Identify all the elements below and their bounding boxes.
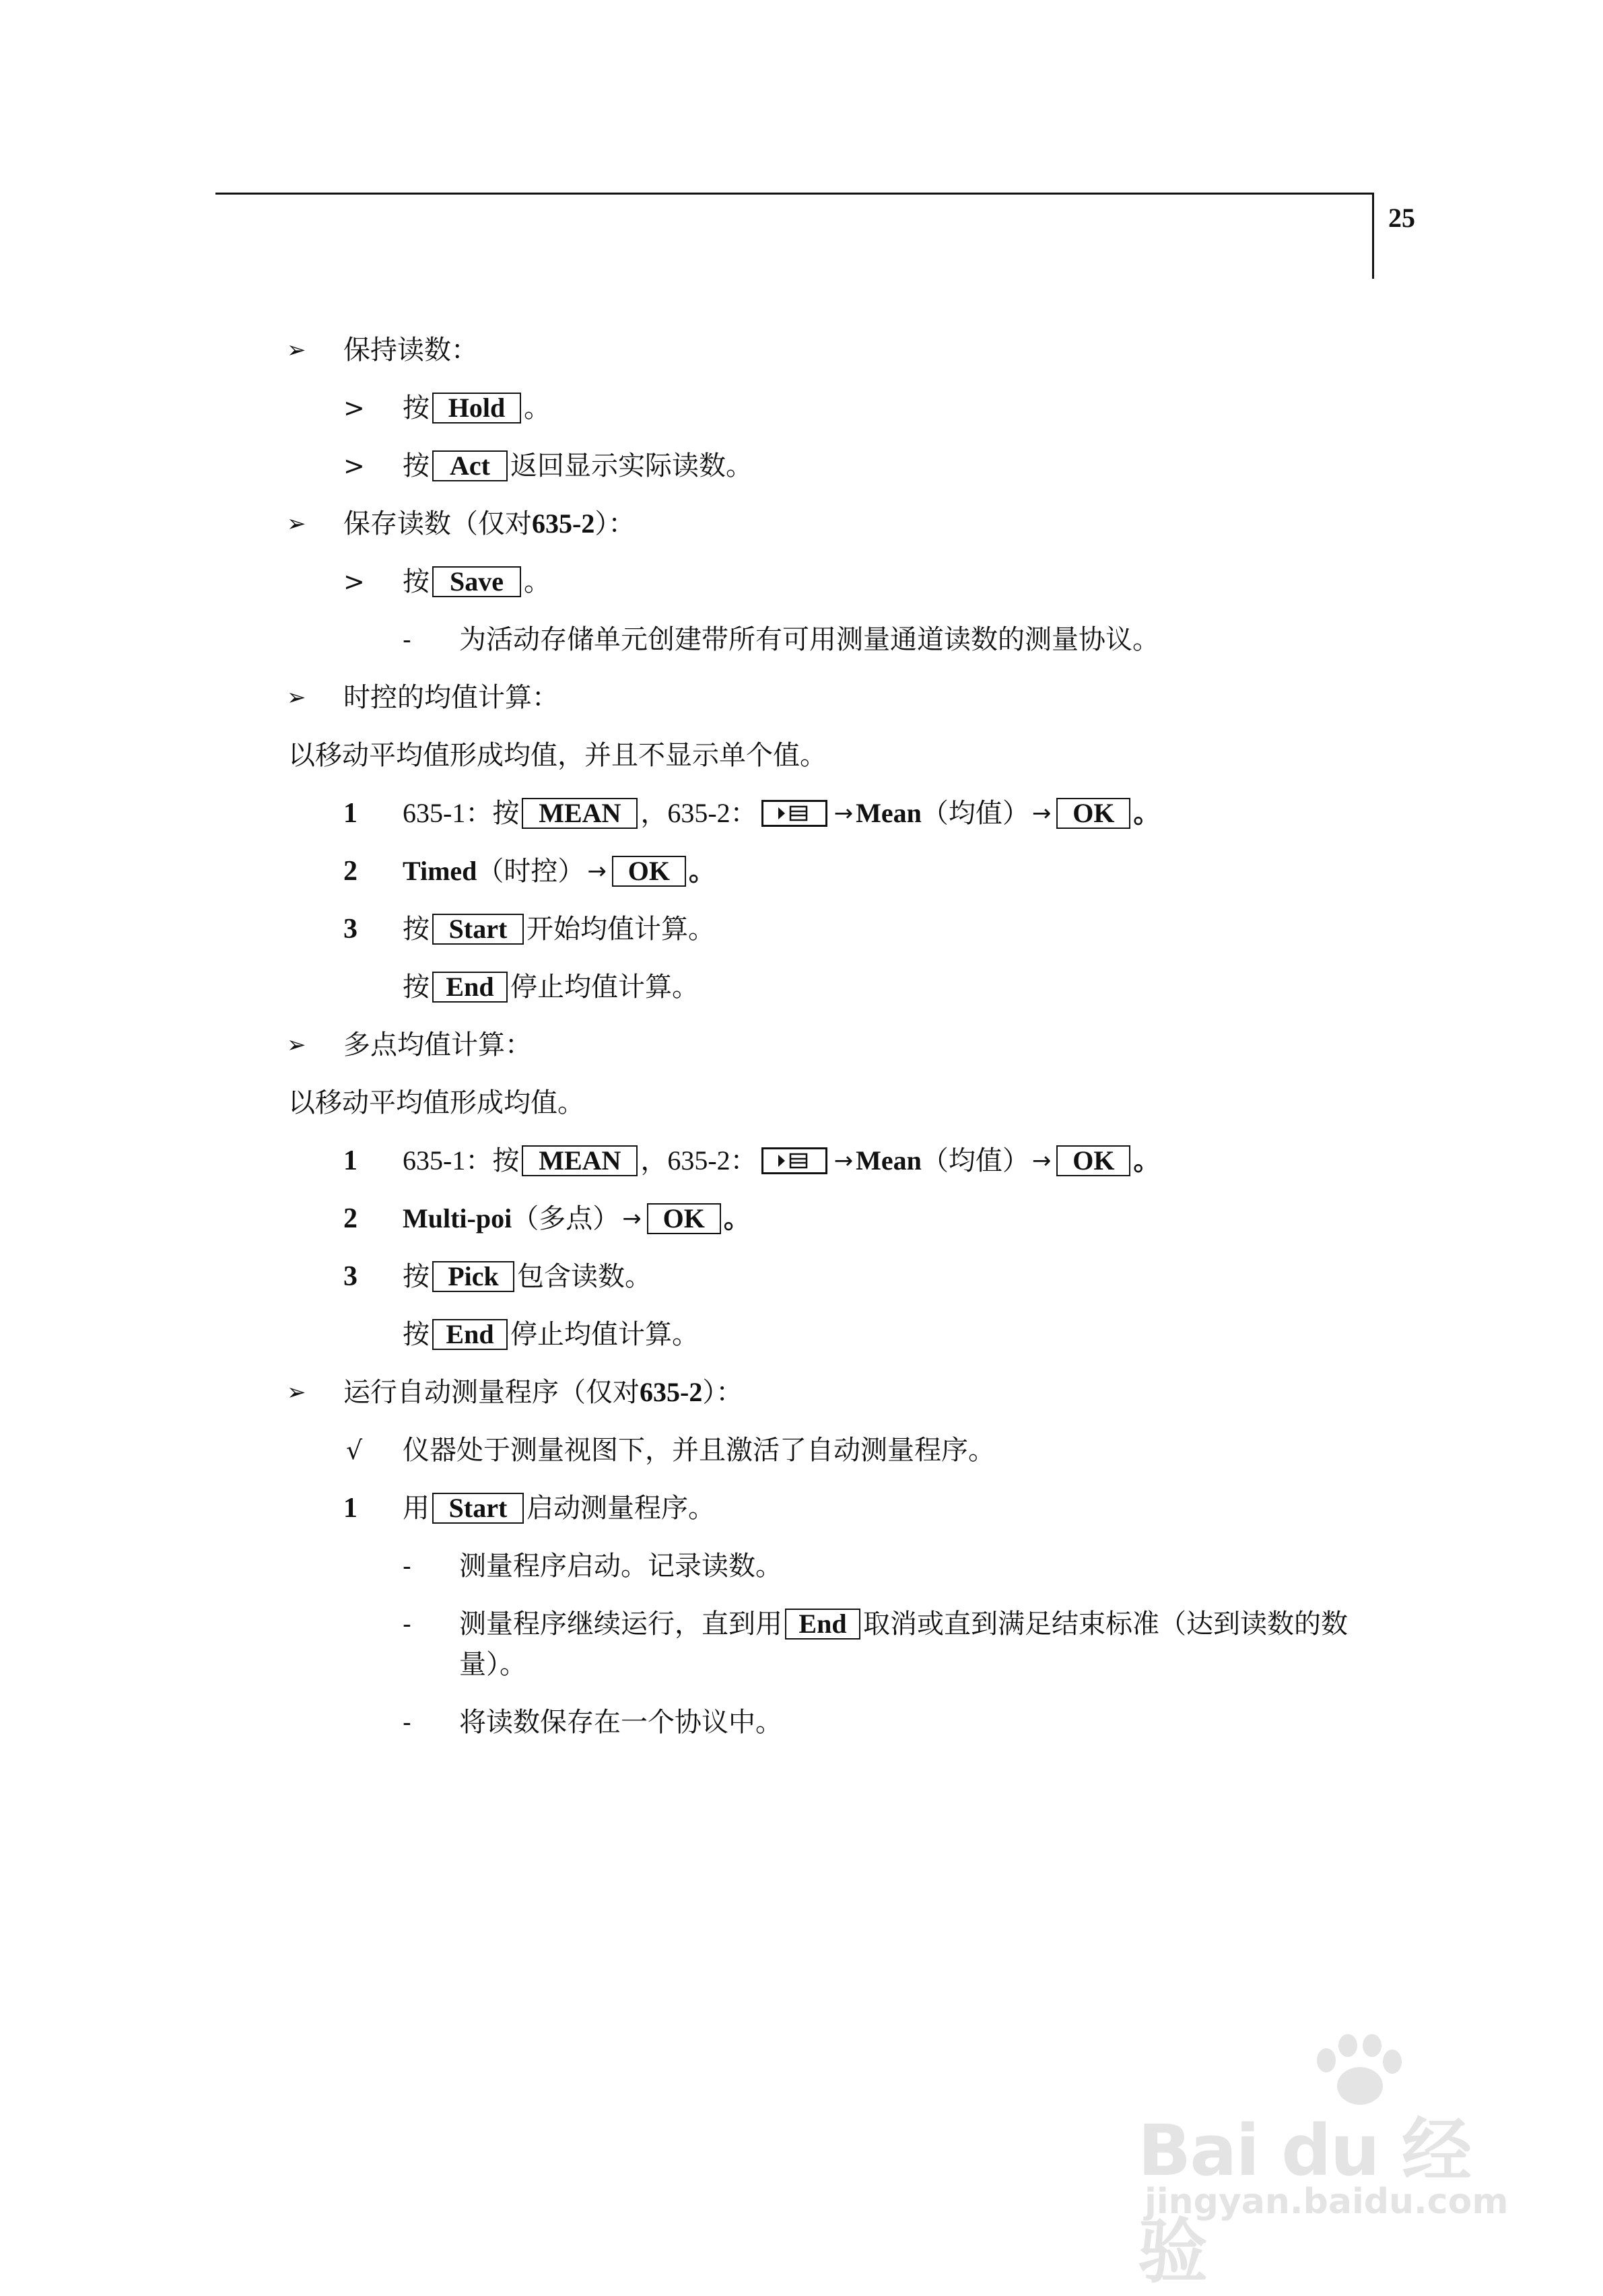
dash-bullet: - xyxy=(403,1609,411,1639)
press-text: 按 xyxy=(403,450,430,481)
auto-bullet-2-wrap xyxy=(459,1647,526,1682)
baidu-watermark xyxy=(1138,2033,1515,2293)
header-vertical-rule xyxy=(1372,193,1374,279)
pick-text: 包含读数。 xyxy=(517,1261,652,1292)
watermark-logo: Bai du 经验 xyxy=(1138,2109,1470,2293)
press-text: 按 xyxy=(403,914,430,945)
auto-bullet-3 xyxy=(459,1705,782,1740)
step-number: 1 xyxy=(343,1493,357,1524)
press-text: 按 xyxy=(403,1261,430,1292)
step-number: 3 xyxy=(343,914,357,945)
press-text: 按 xyxy=(403,566,430,597)
pick-key: Pick xyxy=(432,1261,514,1292)
menu-key-icon xyxy=(761,800,827,827)
bullet-text-wrap: 量）。 xyxy=(459,1649,526,1680)
arrow-icon: → xyxy=(622,1205,642,1232)
use-text: 用 xyxy=(403,1493,430,1524)
arrow-icon: → xyxy=(833,800,854,827)
step-number: 2 xyxy=(343,856,357,887)
dash-bullet: - xyxy=(403,1551,411,1581)
heading-text: 保存读数（仅对 xyxy=(343,508,532,539)
page-number: 25 xyxy=(1388,203,1415,233)
step-number: 1 xyxy=(343,798,357,829)
arrow-icon: → xyxy=(833,1147,854,1174)
timed-step-3 xyxy=(403,912,715,947)
step-number: 3 xyxy=(343,1261,357,1292)
multi-description xyxy=(288,1085,584,1120)
model-number: 635-2 xyxy=(640,1377,703,1407)
bullet-text-cont: 取消或直到满足结束标准（达到读数的数 xyxy=(863,1609,1348,1640)
note-text: 为活动存储单元创建带所有可用测量通道读数的测量协议。 xyxy=(459,624,1159,655)
heading-text-end: ）： xyxy=(594,508,636,539)
model-number: 635-1 xyxy=(403,798,466,828)
heading-text: 保持读数： xyxy=(343,335,478,366)
mean-key: MEAN xyxy=(522,798,638,829)
multi-step-1 xyxy=(403,1143,1160,1178)
check-icon: √ xyxy=(346,1436,363,1465)
description-text: 以移动平均值形成均值。 xyxy=(288,1087,584,1118)
bullet-text: 将读数保存在一个协议中。 xyxy=(459,1707,782,1738)
colon: ： xyxy=(730,1145,757,1176)
ok-key: OK xyxy=(647,1203,721,1234)
section-title-save xyxy=(343,506,635,541)
description-text: 以移动平均值形成均值，并且不显示单个值。 xyxy=(288,740,827,771)
model-number: 635-2 xyxy=(667,1145,730,1176)
save-note xyxy=(459,622,1159,657)
hold-instruction xyxy=(403,391,551,426)
bullet-text: 测量程序继续运行，直到用 xyxy=(459,1609,782,1640)
end-key: End xyxy=(432,972,508,1003)
timed-step-1 xyxy=(403,796,1160,831)
header-rule xyxy=(215,193,1372,195)
sub-bullet: > xyxy=(343,567,365,597)
save-instruction xyxy=(403,564,551,599)
model-number: 635-2 xyxy=(532,508,595,539)
precondition-text: 仪器处于测量视图下，并且激活了自动测量程序。 xyxy=(403,1435,995,1466)
timed-step-2 xyxy=(403,854,716,889)
option-label-cn: （多点） xyxy=(512,1203,620,1234)
bullet-text: 测量程序启动。记录读数。 xyxy=(459,1551,782,1582)
end-text: 停止均值计算。 xyxy=(510,972,699,1003)
act-text: 返回显示实际读数。 xyxy=(510,450,753,481)
hold-key: Hold xyxy=(432,393,521,424)
option-label-cn: （时控） xyxy=(477,856,585,887)
menu-label-cn: （均值） xyxy=(921,798,1029,829)
period: 。 xyxy=(723,1203,751,1234)
step-number: 2 xyxy=(343,1203,357,1234)
save-key: Save xyxy=(432,566,521,597)
multi-step-3-end xyxy=(403,1317,699,1352)
section-bullet-icon: ➢ xyxy=(287,684,306,711)
press-text: 按 xyxy=(403,972,430,1003)
model-number: 635-2 xyxy=(667,798,730,828)
menu-label: Mean xyxy=(856,798,922,828)
option-label: Timed xyxy=(403,856,477,886)
mean-key: MEAN xyxy=(522,1145,638,1176)
step-number: 1 xyxy=(343,1145,357,1176)
auto-bullet-2 xyxy=(459,1607,1348,1642)
section-bullet-icon: ➢ xyxy=(287,1379,306,1406)
section-bullet-icon: ➢ xyxy=(287,337,306,364)
comma: ， xyxy=(640,798,668,829)
period: 。 xyxy=(688,855,716,887)
period: 。 xyxy=(1133,797,1161,829)
heading-text: 多点均值计算： xyxy=(343,1029,532,1060)
start-text: 开始均值计算。 xyxy=(526,914,715,945)
text: ：按 xyxy=(465,1145,520,1176)
colon: ： xyxy=(730,798,757,829)
sub-bullet: > xyxy=(343,451,365,481)
period: 。 xyxy=(524,393,551,424)
press-text: 按 xyxy=(403,393,430,424)
heading-text: 时控的均值计算： xyxy=(343,682,559,713)
dash-bullet: - xyxy=(403,625,411,654)
menu-label: Mean xyxy=(856,1145,922,1176)
comma: ， xyxy=(640,1145,668,1176)
start-key: Start xyxy=(432,914,524,945)
arrow-icon: → xyxy=(1031,1147,1052,1174)
start-key: Start xyxy=(432,1493,524,1524)
multi-step-3 xyxy=(403,1259,652,1294)
timed-description xyxy=(288,738,827,773)
watermark-site: jingyan.baidu.com xyxy=(1145,2182,1509,2222)
heading-text: 运行自动测量程序（仅对 xyxy=(343,1377,640,1408)
option-label: Multi-poi xyxy=(403,1203,512,1234)
section-title-timed xyxy=(343,680,559,715)
auto-step-1 xyxy=(403,1491,715,1526)
section-bullet-icon: ➢ xyxy=(287,1032,306,1058)
ok-key: OK xyxy=(1056,1145,1130,1176)
menu-key-icon xyxy=(761,1147,827,1174)
auto-bullet-1 xyxy=(459,1549,782,1584)
arrow-icon: → xyxy=(587,858,607,885)
period: 。 xyxy=(524,566,551,597)
section-title-auto xyxy=(343,1375,743,1410)
act-key: Act xyxy=(432,450,508,481)
section-title-hold xyxy=(343,333,478,368)
section-title-multi xyxy=(343,1027,532,1062)
end-key: End xyxy=(432,1319,508,1350)
dash-bullet: - xyxy=(403,1708,411,1737)
auto-precondition xyxy=(403,1433,995,1468)
multi-step-2 xyxy=(403,1201,751,1236)
end-text: 停止均值计算。 xyxy=(510,1319,699,1350)
menu-label-cn: （均值） xyxy=(921,1145,1029,1176)
ok-key: OK xyxy=(1056,798,1130,829)
press-text: 按 xyxy=(403,1319,430,1350)
heading-text-end: ）： xyxy=(702,1377,743,1408)
section-bullet-icon: ➢ xyxy=(287,510,306,537)
sub-bullet: > xyxy=(343,393,365,423)
text: ：按 xyxy=(465,798,520,829)
timed-step-3-end xyxy=(403,970,699,1005)
arrow-icon: → xyxy=(1031,800,1052,827)
end-key: End xyxy=(785,1609,860,1640)
model-number: 635-1 xyxy=(403,1145,466,1176)
act-instruction xyxy=(403,448,753,483)
period: 。 xyxy=(1133,1145,1161,1176)
step-text: 启动测量程序。 xyxy=(526,1493,715,1524)
ok-key: OK xyxy=(612,856,686,887)
